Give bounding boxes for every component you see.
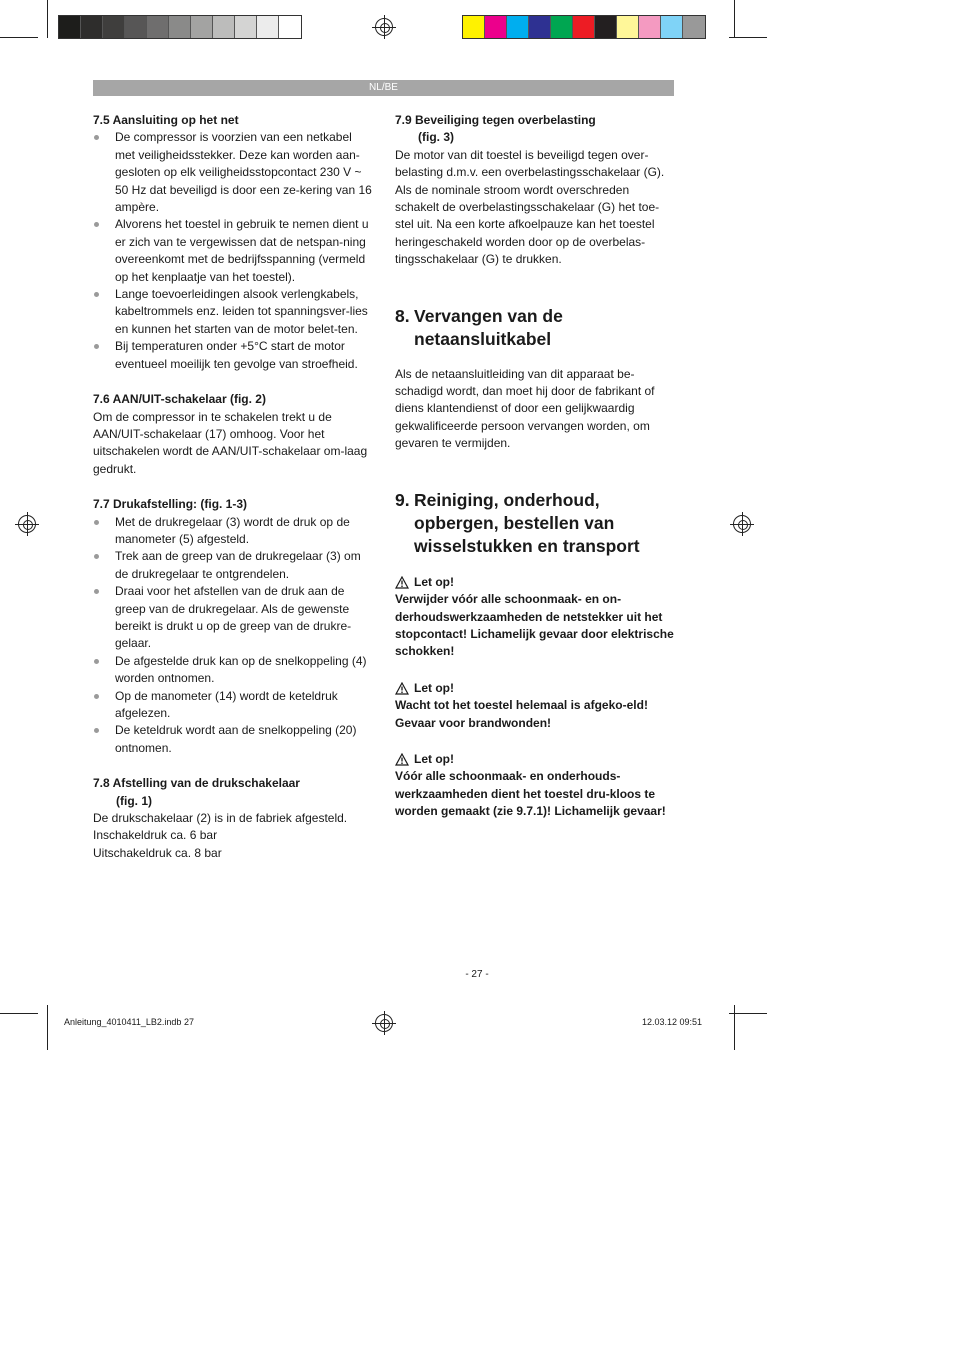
list-7-5 — [93, 129, 375, 373]
warning-block — [395, 680, 675, 732]
color-swatch — [573, 16, 595, 38]
right-column — [395, 112, 675, 821]
language-header: NL/BE — [93, 80, 674, 96]
heading-8-line2: netaansluitkabel — [414, 328, 552, 349]
warning-block — [395, 574, 675, 661]
color-swatch — [257, 16, 279, 38]
heading-7-5: 7.5 Aansluiting op het net — [93, 113, 239, 127]
heading-7-8-fig: (fig. 1) — [116, 793, 152, 808]
paragraph-7-6: Om de compressor in te schakelen trekt u de AAN/UIT-schakelaar (17) omhoog. Voor het uitschakelen wordt de AAN/UIT-schakelaar om-laag gedrukt. — [93, 409, 368, 476]
heading-9-line1: Reiniging, onderhoud, — [414, 489, 600, 510]
warning-triangle-icon — [395, 576, 409, 589]
color-swatch — [485, 16, 507, 38]
color-swatch — [529, 16, 551, 38]
list-item: Lange toevoerleidingen alsook verlengkabels, kabeltrommels enz. leiden tot spanningsver-lies en kunnen het starten van de motor belet-ten. — [93, 286, 375, 338]
paragraph-7-8-line3: Uitschakeldruk ca. 8 bar — [93, 845, 222, 860]
warning-text: Vóór alle schoonmaak- en onderhouds-werkzaamheden dient het toestel dru-kloos te worden gemaakt (zie 9.7.1)! Lichamelijk gevaar! — [395, 769, 666, 819]
list-item: De keteldruk wordt aan de snelkoppeling (20) ontnomen. — [93, 722, 375, 757]
color-swatch — [683, 16, 705, 38]
color-swatch — [147, 16, 169, 38]
color-swatch — [617, 16, 639, 38]
crop-mark — [0, 37, 38, 38]
heading-8 — [395, 305, 675, 351]
color-swatch — [59, 16, 81, 38]
list-item: Trek aan de greep van de drukregelaar (3) om de drukregelaar te ontgrendelen. — [93, 548, 375, 583]
heading-8-number: 8. — [395, 305, 410, 326]
color-swatch — [639, 16, 661, 38]
warning-heading — [395, 680, 675, 697]
color-swatch — [595, 16, 617, 38]
color-swatch — [191, 16, 213, 38]
page-number: - 27 - — [465, 969, 489, 980]
warning-triangle-icon — [395, 753, 409, 766]
crop-mark — [47, 1005, 48, 1050]
color-swatch — [279, 16, 301, 38]
color-swatch — [213, 16, 235, 38]
warning-block — [395, 751, 675, 821]
heading-9 — [395, 489, 675, 558]
footer-file: Anleitung_4010411_LB2.indb 27 — [64, 1017, 194, 1027]
list-item: Alvorens het toestel in gebruik te nemen dient u er zich van te vergewissen dat de netspan-ning overeenkomt met de bedrijfsspanning (vermeld op het kenplaatje van het toestel). — [93, 216, 375, 286]
heading-9-number: 9. — [395, 489, 410, 510]
list-item: Draai voor het afstellen van de druk aan de greep van de drukregelaar. Als de gewenste bereikt is drukt u op de greep van de drukre-gelaar. — [93, 583, 375, 653]
crop-mark — [47, 0, 48, 38]
warning-label: Let op! — [414, 751, 454, 766]
warning-heading — [395, 574, 675, 591]
list-item: Op de manometer (14) wordt de keteldruk afgelezen. — [93, 688, 375, 723]
heading-7-6: 7.6 AAN/UIT-schakelaar (fig. 2) — [93, 392, 266, 407]
registration-mark-icon — [375, 18, 393, 36]
color-swatch — [103, 16, 125, 38]
heading-7-8: 7.8 Afstelling van de drukschakelaar — [93, 776, 300, 791]
paragraph-7-9: De motor van dit toestel is beveiligd tegen over-belasting d.m.v. een overbelastingsschakelaar (G). Als de nominale stroom wordt overschreden schakelt de overbelastingsschakelaar (G) het toe-stel uit. Na een korte afkoelpauze kan het toestel heringeschakeld worden door op de overbelas-tingsschakelaar (G) te drukken. — [395, 147, 665, 267]
registration-mark-icon — [18, 515, 36, 533]
left-column — [93, 112, 375, 862]
crop-mark — [0, 1013, 38, 1014]
list-item: Bij temperaturen onder +5°C start de motor eventueel moeilijk ten gevolge van stroefheid. — [93, 338, 375, 373]
crop-mark — [734, 0, 735, 38]
warning-heading — [395, 751, 675, 768]
color-swatch — [169, 16, 191, 38]
registration-mark-icon — [375, 1014, 393, 1032]
heading-7-7: 7.7 Drukafstelling: (fig. 1-3) — [93, 497, 248, 512]
color-swatch — [463, 16, 485, 38]
paragraph-7-8-line2: Inschakeldruk ca. 6 bar — [93, 828, 218, 843]
warning-label: Let op! — [414, 574, 454, 589]
color-bar-cmyk — [462, 15, 706, 39]
paragraph-7-8-line1: De drukschakelaar (2) is in de fabriek afgesteld. — [93, 811, 348, 826]
list-item: Met de drukregelaar (3) wordt de druk op de manometer (5) afgesteld. — [93, 514, 375, 549]
heading-7-9: 7.9 Beveiliging tegen overbelasting — [395, 113, 596, 127]
heading-8-line1: Vervangen van de — [414, 305, 563, 326]
color-swatch — [125, 16, 147, 38]
crop-mark — [734, 1005, 735, 1050]
footer-date: 12.03.12 09:51 — [642, 1017, 703, 1027]
warning-label: Let op! — [414, 680, 454, 695]
heading-7-9-fig: (fig. 3) — [418, 130, 454, 145]
warning-text: Wacht tot het toestel helemaal is afgeko-eld! Gevaar voor brandwonden! — [395, 698, 648, 730]
color-swatch — [235, 16, 257, 38]
list-7-7 — [93, 514, 375, 758]
color-swatch — [661, 16, 683, 38]
color-swatch — [507, 16, 529, 38]
color-swatch — [551, 16, 573, 38]
heading-9-text — [414, 489, 640, 558]
warning-text: Verwijder vóór alle schoonmaak- en on-derhoudswerkzaamheden de netstekker uit het stopcontact! Lichamelijk gevaar door elektrische schokken! — [395, 592, 674, 659]
color-bar-grayscale — [58, 15, 302, 39]
list-item: De compressor is voorzien van een netkabel met veiligheidsstekker. Deze kan worden aan-gesloten op elk veiligheidsstopcontact 230 V ~ 50 Hz dat beveiligd is door een ze-kering van 16 ampère. — [93, 129, 375, 216]
heading-9-line2: opbergen, bestellen van — [414, 512, 615, 533]
color-swatch — [81, 16, 103, 38]
paragraph-8: Als de netaansluitleiding van dit apparaat be-schadigd wordt, dan moet hij door de fabrikant of diens klantendienst of door een gelijkwaardig gekwalificeerde persoon vervangen worden, om gevaren te vermijden. — [395, 366, 655, 451]
heading-9-line3: wisselstukken en transport — [414, 535, 640, 556]
warnings — [395, 574, 675, 821]
list-item: De afgestelde druk kan op de snelkoppeling (4) worden ontnomen. — [93, 653, 375, 688]
registration-mark-icon — [733, 515, 751, 533]
warning-triangle-icon — [395, 682, 409, 695]
heading-8-text — [414, 305, 563, 351]
